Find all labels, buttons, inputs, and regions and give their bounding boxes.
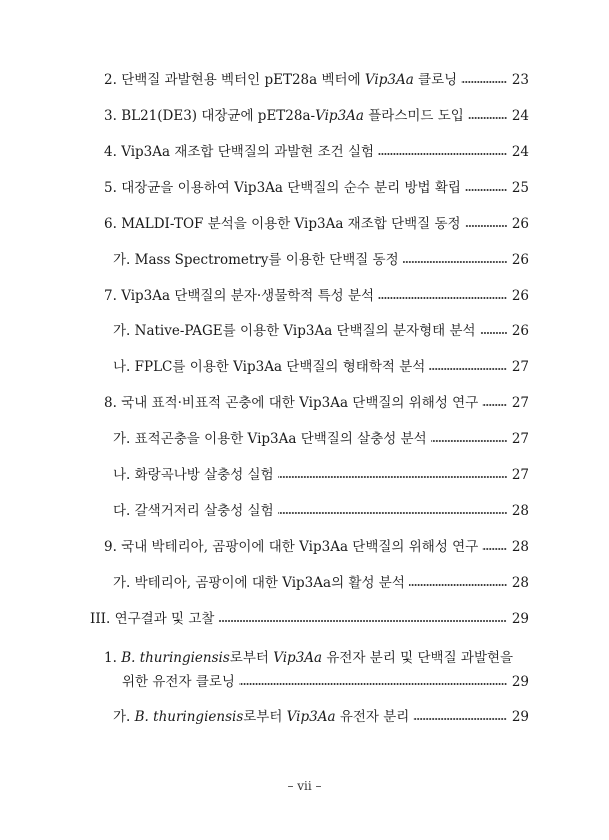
entry-title-italic: Vip3Aa [286, 709, 336, 725]
page-number: 26 [511, 323, 529, 339]
page-number: 27 [511, 395, 529, 411]
entry-title-italic: Vip3Aa [315, 108, 364, 124]
entry-title: 단백질 과발현용 벡터인 pET28a 벡터에 [121, 72, 365, 88]
page-footer: – vii – [287, 779, 322, 793]
page-number: 27 [511, 431, 529, 447]
entry-number: 가. [113, 323, 131, 339]
entry-number: 6. [104, 216, 117, 232]
dot-leader [429, 366, 507, 372]
entry-number: 8. [104, 395, 117, 411]
entry-title: 위한 유전자 클로닝 [122, 674, 235, 690]
entry-title-italic: B. thuringiensis [121, 650, 230, 666]
entry-title: 국내 박테리아, 곰팡이에 대한 Vip3Aa 단백질의 위해성 연구 [121, 539, 479, 555]
dot-leader [239, 681, 507, 687]
entry-title: 로부터 [229, 650, 274, 666]
entry-title: 박테리아, 곰팡이에 대한 Vip3Aa의 활성 분석 [134, 575, 405, 591]
entry-title-italic: Vip3Aa [273, 650, 323, 666]
toc-entry[interactable] [113, 502, 529, 520]
toc-entry[interactable] [113, 466, 529, 484]
page-number: 26 [511, 216, 529, 232]
toc-entry[interactable] [104, 287, 529, 305]
entry-number: 나. [113, 467, 131, 483]
entry-title: FPLC를 이용한 Vip3Aa 단백질의 형태학적 분석 [134, 359, 426, 375]
dot-leader [461, 79, 507, 85]
page-number: 24 [511, 108, 529, 124]
dot-leader [465, 187, 507, 193]
entry-title: Native-PAGE를 이용한 Vip3Aa 단백질의 분자형태 분석 [134, 323, 476, 339]
entry-title: 대장균을 이용하여 Vip3Aa 단백질의 순수 분리 방법 확립 [121, 180, 461, 196]
entry-number: 7. [104, 288, 117, 304]
entry-title: 국내 표적·비표적 곤충에 대한 Vip3Aa 단백질의 위해성 연구 [121, 395, 479, 411]
page-number: 26 [511, 288, 529, 304]
entry-title: 갈색거저리 살충성 실험 [134, 503, 274, 519]
page-number: 28 [511, 575, 529, 591]
page-number: 25 [511, 180, 529, 196]
page-number: 27 [511, 467, 529, 483]
page-number: 27 [511, 359, 529, 375]
entry-title: 로부터 [243, 709, 287, 725]
toc-entry[interactable] [104, 394, 529, 412]
dot-leader [465, 223, 507, 229]
entry-title: Vip3Aa 재조합 단백질의 과발현 조건 실험 [121, 144, 375, 160]
page-number: 29 [511, 674, 529, 690]
dot-leader [218, 618, 507, 624]
toc-entry[interactable] [104, 538, 529, 556]
toc-chapter-entry[interactable] [90, 610, 529, 628]
dot-leader [409, 582, 507, 588]
entry-number: III. [90, 611, 111, 627]
entry-title-italic: B. thuringiensis [134, 709, 244, 725]
entry-number: 3. [104, 108, 117, 124]
toc-entry[interactable] [113, 430, 529, 448]
entry-title: 유전자 분리 [335, 709, 410, 725]
page-number: 28 [511, 539, 529, 555]
dot-leader [482, 546, 507, 552]
toc-entry[interactable] [104, 215, 529, 233]
entry-title: 클로닝 [413, 72, 458, 88]
entry-title: Vip3Aa 단백질의 분자·생물학적 특성 분석 [121, 288, 375, 304]
entry-title: 플라스미드 도입 [363, 108, 464, 124]
dot-leader [482, 402, 507, 408]
page-number: 28 [511, 503, 529, 519]
page-number: 23 [511, 72, 529, 88]
toc-entry-line2[interactable] [122, 673, 529, 691]
entry-number: 가. [113, 431, 131, 447]
toc-entry[interactable] [113, 251, 529, 269]
toc-entry[interactable] [104, 143, 529, 161]
entry-number: 1. [104, 650, 117, 666]
entry-title: Mass Spectrometry를 이용한 단백질 동정 [134, 252, 399, 268]
toc-entry[interactable] [113, 322, 529, 340]
entry-number: 2. [104, 72, 117, 88]
toc-entry[interactable] [113, 358, 529, 376]
dot-leader [278, 510, 507, 516]
entry-number: 가. [113, 575, 131, 591]
entry-number: 5. [104, 180, 117, 196]
toc-entry[interactable] [104, 71, 529, 89]
dot-leader [378, 295, 507, 301]
page-number: 29 [511, 611, 529, 627]
entry-number: 다. [113, 503, 131, 519]
dot-leader [403, 259, 507, 265]
dot-leader [278, 474, 507, 480]
toc-entry-line1[interactable] [104, 649, 513, 667]
page-number: 26 [511, 252, 529, 268]
dot-leader [431, 438, 507, 444]
dot-leader [480, 330, 507, 336]
dot-leader [468, 115, 507, 121]
toc-entry[interactable] [113, 574, 529, 592]
entry-number: 나. [113, 359, 131, 375]
entry-title: BL21(DE3) 대장균에 pET28a- [121, 108, 316, 124]
entry-title: 유전자 분리 및 단백질 과발현을 [322, 650, 514, 666]
page-number: 24 [511, 144, 529, 160]
toc-entry[interactable] [113, 708, 529, 726]
entry-number: 가. [113, 252, 131, 268]
entry-title: 표적곤충을 이용한 Vip3Aa 단백질의 살충성 분석 [134, 431, 427, 447]
entry-title: 연구결과 및 고찰 [114, 611, 215, 627]
dot-leader [413, 716, 507, 722]
entry-title-italic: Vip3Aa [364, 72, 414, 88]
entry-number: 가. [113, 709, 131, 725]
page-number: 29 [511, 709, 529, 725]
toc-entry[interactable] [104, 179, 529, 197]
entry-number: 9. [104, 539, 117, 555]
entry-number: 4. [104, 144, 117, 160]
toc-entry[interactable] [104, 107, 529, 125]
entry-title: 화랑곡나방 살충성 실험 [134, 467, 274, 483]
entry-title: MALDI-TOF 분석을 이용한 Vip3Aa 재조합 단백질 동정 [121, 216, 461, 232]
dot-leader [378, 151, 507, 157]
